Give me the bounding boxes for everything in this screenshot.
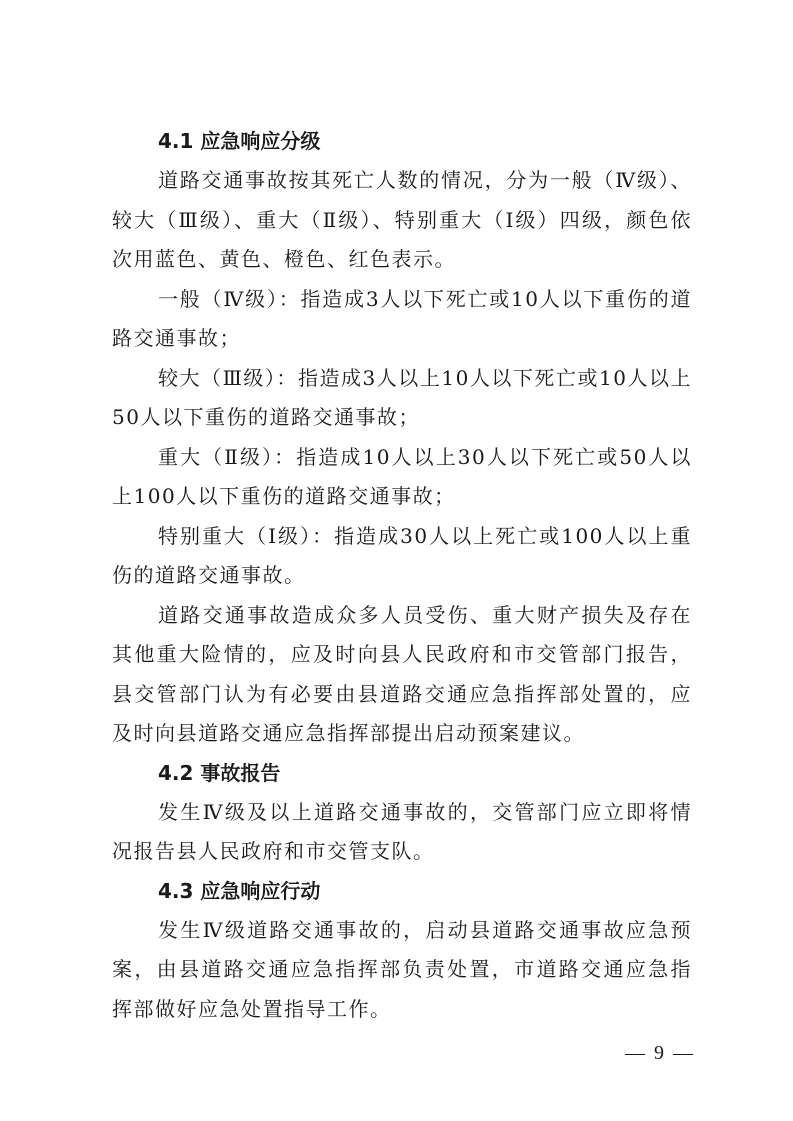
section-heading: 4.2 事故报告 xyxy=(158,760,281,785)
section-response-levels xyxy=(112,122,692,754)
paragraph: 重大（Ⅱ级）：指造成10人以上30人以下死亡或50人以上100人以下重伤的道路交通事故； xyxy=(112,444,692,508)
paragraph: 特别重大（Ⅰ级）：指造成30人以上死亡或100人以上重伤的道路交通事故。 xyxy=(112,523,692,587)
document-body xyxy=(112,122,692,1029)
section-response-actions xyxy=(112,872,692,1030)
paragraph: 较大（Ⅲ级）：指造成3人以上10人以下死亡或10人以上50人以下重伤的道路交通事故； xyxy=(112,365,692,429)
paragraph: 一般（Ⅳ级）：指造成3人以下死亡或10人以下重伤的道路交通事故； xyxy=(112,286,692,350)
section-heading: 4.1 应急响应分级 xyxy=(158,129,321,153)
paragraph: 道路交通事故造成众多人员受伤、重大财产损失及存在其他重大险情的，应及时向县人民政府和市交管部门报告，县交管部门认为有必要由县道路交通应急指挥部处置的，应及时向县道路交通应急指挥部提出启动预案建议。 xyxy=(112,602,692,745)
section-accident-report xyxy=(112,754,692,872)
page-number: — 9 — xyxy=(625,1042,695,1064)
paragraph: 发生Ⅳ级及以上道路交通事故的，交管部门应立即将情况报告县人民政府和市交管支队。 xyxy=(112,799,692,863)
section-heading: 4.3 应急响应行动 xyxy=(158,878,321,903)
paragraph: 道路交通事故按其死亡人数的情况，分为一般（Ⅳ级）、较大（Ⅲ级）、重大（Ⅱ级）、特别重大（Ⅰ级）四级，颜色依次用蓝色、黄色、橙色、红色表示。 xyxy=(112,168,692,271)
paragraph: 发生Ⅳ级道路交通事故的，启动县道路交通事故应急预案，由县道路交通应急指挥部负责处置，市道路交通应急指挥部做好应急处置指导工作。 xyxy=(112,917,692,1021)
